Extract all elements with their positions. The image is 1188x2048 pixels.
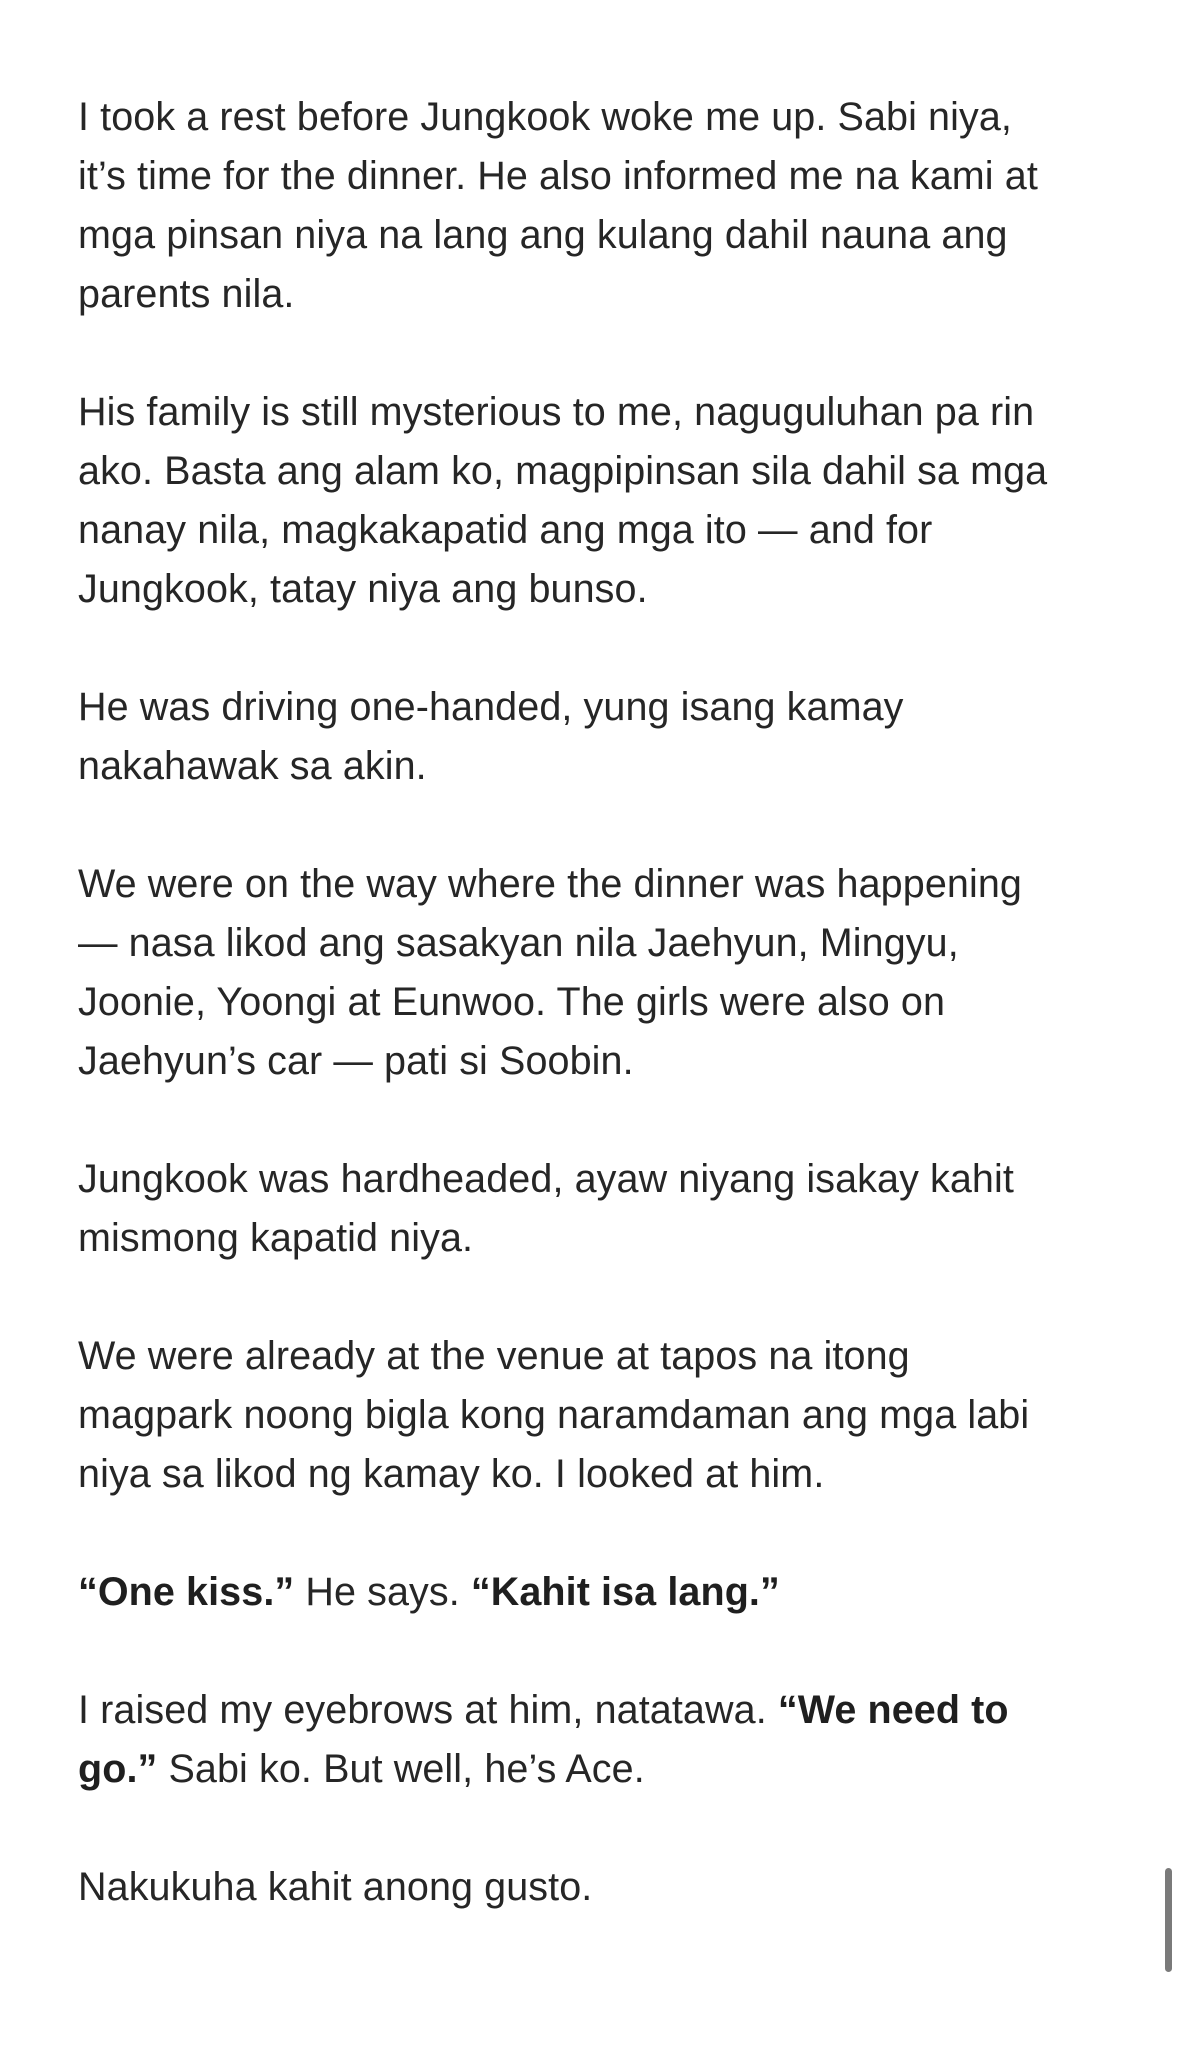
text-line: We were already at the venue at tapos na itong [78, 1334, 910, 1378]
dialogue-narration: He says. [294, 1570, 471, 1614]
paragraph-5 [78, 1150, 1118, 1268]
dialogue-quote: go.” [78, 1747, 158, 1791]
text-line: it’s time for the dinner. He also informed me na kami at [78, 154, 1038, 198]
text-line: Nakukuha kahit anong gusto. [78, 1865, 593, 1909]
text-line: Joonie, Yoongi at Eunwoo. The girls were also on [78, 980, 946, 1024]
text-line: magpark noong bigla kong naramdaman ang mga labi [78, 1393, 1030, 1437]
story-text [78, 88, 1118, 1917]
paragraph-1 [78, 88, 1118, 324]
text-line: ako. Basta ang alam ko, magpipinsan sila dahil sa mga [78, 449, 1048, 493]
dialogue-quote: “Kahit isa lang.” [470, 1570, 780, 1614]
text-line: parents nila. [78, 272, 295, 316]
text-line: His family is still mysterious to me, naguguluhan pa rin [78, 390, 1035, 434]
dialogue-narration: Sabi ko. But well, he’s Ace. [157, 1747, 645, 1791]
paragraph-6 [78, 1327, 1118, 1504]
text-line: mismong kapatid niya. [78, 1216, 474, 1260]
text-line: Jungkook, tatay niya ang bunso. [78, 567, 648, 611]
text-line: nanay nila, magkakapatid ang mga ito — and for [78, 508, 933, 552]
paragraph-last [78, 1858, 1118, 1917]
text-line: He was driving one-handed, yung isang kamay [78, 685, 904, 729]
text-line: Jaehyun’s car — pati si Soobin. [78, 1039, 634, 1083]
scroll-indicator[interactable] [1165, 1868, 1172, 1972]
text-line: — nasa likod ang sasakyan nila Jaehyun, Mingyu, [78, 921, 959, 965]
text-line: niya sa likod ng kamay ko. I looked at him. [78, 1452, 825, 1496]
paragraph-3 [78, 678, 1118, 796]
paragraph-2 [78, 383, 1118, 619]
text-line: mga pinsan niya na lang ang kulang dahil nauna ang [78, 213, 1008, 257]
dialogue-quote: “One kiss.” [78, 1570, 295, 1614]
paragraph-dialogue-2 [78, 1681, 1118, 1799]
dialogue-quote: “We need to [777, 1688, 1009, 1732]
text-line: nakahawak sa akin. [78, 744, 427, 788]
paragraph-4 [78, 855, 1118, 1091]
text-line: I took a rest before Jungkook woke me up. Sabi niya, [78, 95, 1012, 139]
paragraph-dialogue-1 [78, 1563, 1118, 1622]
text-line: We were on the way where the dinner was happening [78, 862, 1022, 906]
dialogue-narration: I raised my eyebrows at him, natatawa. [78, 1688, 778, 1732]
text-line: Jungkook was hardheaded, ayaw niyang isakay kahit [78, 1157, 1014, 1201]
